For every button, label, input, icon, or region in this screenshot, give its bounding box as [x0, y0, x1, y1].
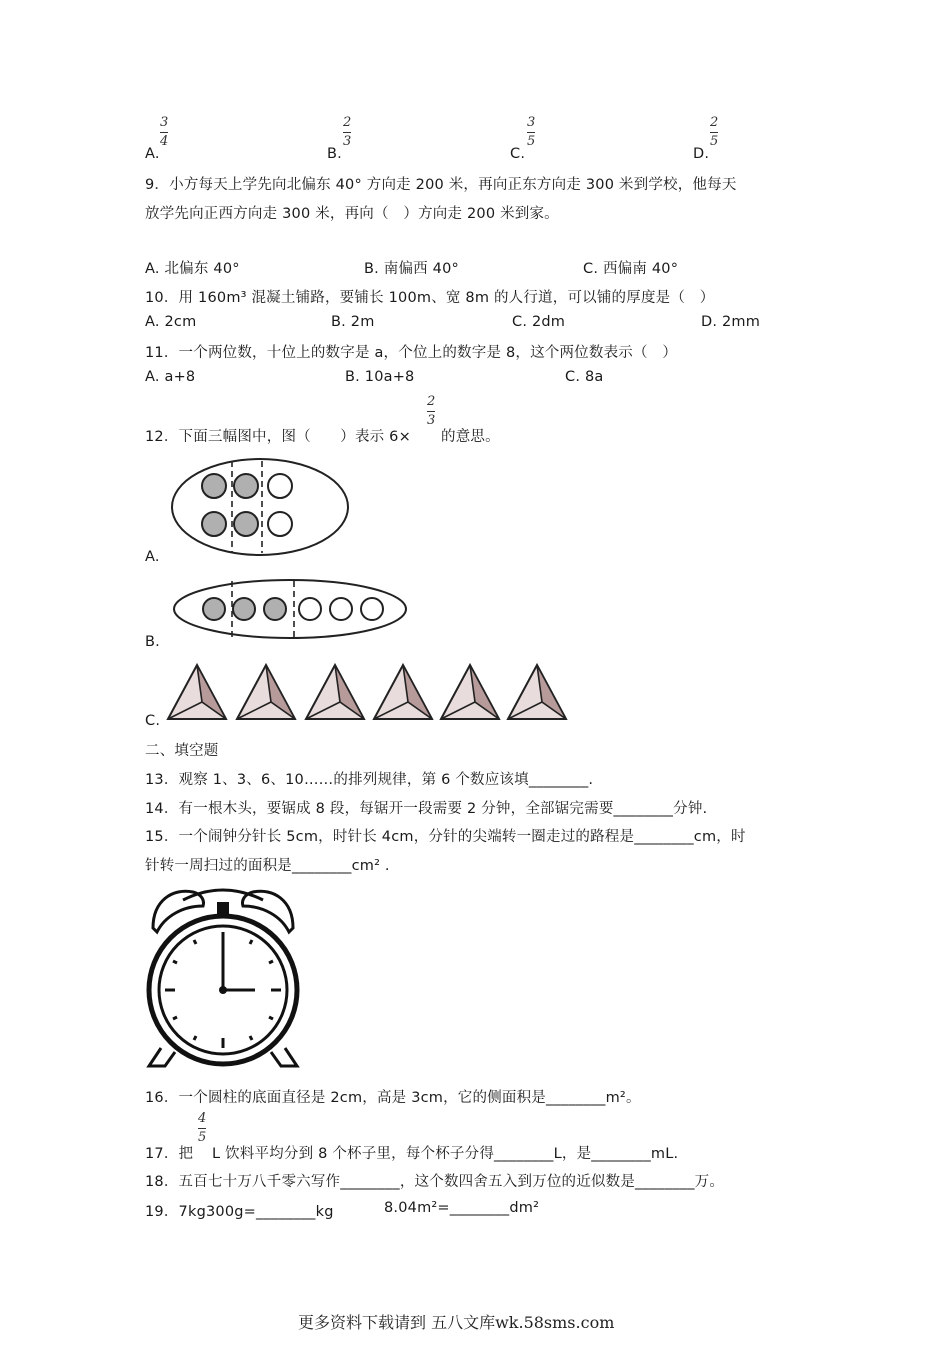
figure-c-pyramid [306, 665, 364, 719]
q17-text-after: L 饮料平均分到 8 个杯子里，每个杯子分得________L，是________mL. [212, 1146, 679, 1162]
q11-option-b: B. 10a+8 [345, 369, 415, 385]
clock-center [219, 986, 227, 994]
q9-line-1: 9．小方每天上学先向北偏东 40° 方向走 200 米，再向正东方向走 300 米到学校，他每天 [145, 177, 737, 193]
figure-b-circle-shaded [264, 598, 286, 620]
q11-text: 11．一个两位数，十位上的数字是 a，个位上的数字是 8，这个两位数表示（ ） [145, 345, 678, 361]
fraction-denominator: 4 [160, 134, 169, 149]
figure-a-circle-shaded [202, 512, 226, 536]
q18-text: 18．五百七十万八千零六写作________，这个数四舍五入到万位的近似数是________万。 [145, 1174, 725, 1190]
q10-option-a: A. 2cm [145, 314, 197, 330]
fraction-numerator: 2 [343, 115, 352, 130]
q19-part-2: 8.04m²=________dm² [384, 1200, 540, 1216]
figure-b-circle-shaded [203, 598, 225, 620]
q8-fraction-d [710, 116, 718, 149]
fraction-denominator: 3 [427, 413, 436, 428]
q16-text: 16．一个圆柱的底面直径是 2cm，高是 3cm，它的侧面积是________m²。 [145, 1090, 641, 1106]
q8-option-b: B. [327, 146, 342, 162]
q12-option-c: C. [145, 713, 161, 729]
figure-c-pyramid [441, 665, 499, 719]
q11-option-a: A. a+8 [145, 369, 196, 385]
fraction-bar [343, 132, 351, 133]
q9-line-2: 放学先向正西方向走 300 米，再向（ ）方向走 200 米到家。 [145, 206, 559, 222]
q10-text: 10．用 160m³ 混凝土铺路，要铺长 100m、宽 8m 的人行道，可以铺的厚度是（ ） [145, 290, 715, 306]
figure-b-circle [299, 598, 321, 620]
fraction-bar [710, 132, 718, 133]
figure-c-pyramid [374, 665, 432, 719]
section-title-fill-in: 二、填空题 [145, 743, 219, 759]
fraction-bar [527, 132, 535, 133]
q9-option-b: B. 南偏西 40° [364, 261, 459, 277]
clock-foot-left [149, 1048, 175, 1066]
fraction-numerator: 4 [198, 1111, 207, 1126]
q12-fraction [427, 395, 435, 428]
q12-text-before: 12．下面三幅图中，图（ ）表示 6× [145, 429, 411, 445]
figure-a-circle-shaded [234, 512, 258, 536]
q8-option-a: A. [145, 146, 160, 162]
fraction-denominator: 3 [343, 134, 352, 149]
figure-c-pyramid [168, 665, 226, 719]
figure-a-circle-shaded [234, 474, 258, 498]
figure-b-circle [361, 598, 383, 620]
q12-figure-a [170, 457, 350, 557]
q14-text: 14．有一根木头，要锯成 8 段，每锯开一段需要 2 分钟，全部锯完需要________分钟. [145, 801, 708, 817]
clock-knob [217, 902, 229, 914]
fraction-denominator: 5 [710, 134, 719, 149]
clock-foot-right [271, 1048, 297, 1066]
q17-text-before: 17．把 [145, 1146, 194, 1162]
fraction-numerator: 2 [427, 394, 436, 409]
q10-option-b: B. 2m [331, 314, 375, 330]
figure-b-circle-shaded [233, 598, 255, 620]
q10-option-d: D. 2mm [701, 314, 761, 330]
q9-option-a: A. 北偏东 40° [145, 261, 240, 277]
q12-option-b: B. [145, 634, 160, 650]
figure-a-circle [268, 512, 292, 536]
q12-figure-c [168, 662, 568, 722]
q9-option-c: C. 西偏南 40° [583, 261, 679, 277]
fraction-bar [160, 132, 168, 133]
figure-a-circle [268, 474, 292, 498]
q15-line-2: 针转一周扫过的面积是________cm² . [145, 858, 390, 874]
fraction-numerator: 3 [160, 115, 169, 130]
fraction-bar [198, 1128, 206, 1129]
q10-option-c: C. 2dm [512, 314, 566, 330]
figure-c-pyramid [508, 665, 566, 719]
fraction-denominator: 5 [198, 1130, 207, 1145]
q8-option-c: C. [510, 146, 526, 162]
q11-option-c: C. 8a [565, 369, 604, 385]
footer-download-link[interactable]: 更多资料下载请到 五八文库wk.58sms.com [298, 1313, 615, 1332]
q8-option-d: D. [693, 146, 710, 162]
fraction-numerator: 2 [710, 115, 719, 130]
alarm-clock-illustration [143, 880, 303, 1070]
q12-figure-b [172, 577, 410, 641]
q8-fraction-b [343, 116, 351, 149]
q15-line-1: 15．一个闹钟分针长 5cm，时针长 4cm，分针的尖端转一圈走过的路程是________cm，时 [145, 829, 746, 845]
figure-a-ellipse [172, 459, 348, 555]
q12-text-after: 的意思。 [441, 429, 500, 445]
fraction-numerator: 3 [527, 115, 536, 130]
fraction-bar [427, 411, 435, 412]
fraction-denominator: 5 [527, 134, 536, 149]
q8-fraction-a [160, 116, 168, 149]
figure-b-circle [330, 598, 352, 620]
q12-option-a: A. [145, 549, 160, 565]
q17-fraction [198, 1112, 206, 1145]
q8-fraction-c [527, 116, 535, 149]
q19-part-1: 19．7kg300g=________kg [145, 1204, 334, 1220]
figure-c-pyramid [237, 665, 295, 719]
figure-a-circle-shaded [202, 474, 226, 498]
q13-text: 13．观察 1、3、6、10……的排列规律，第 6 个数应该填________. [145, 772, 594, 788]
